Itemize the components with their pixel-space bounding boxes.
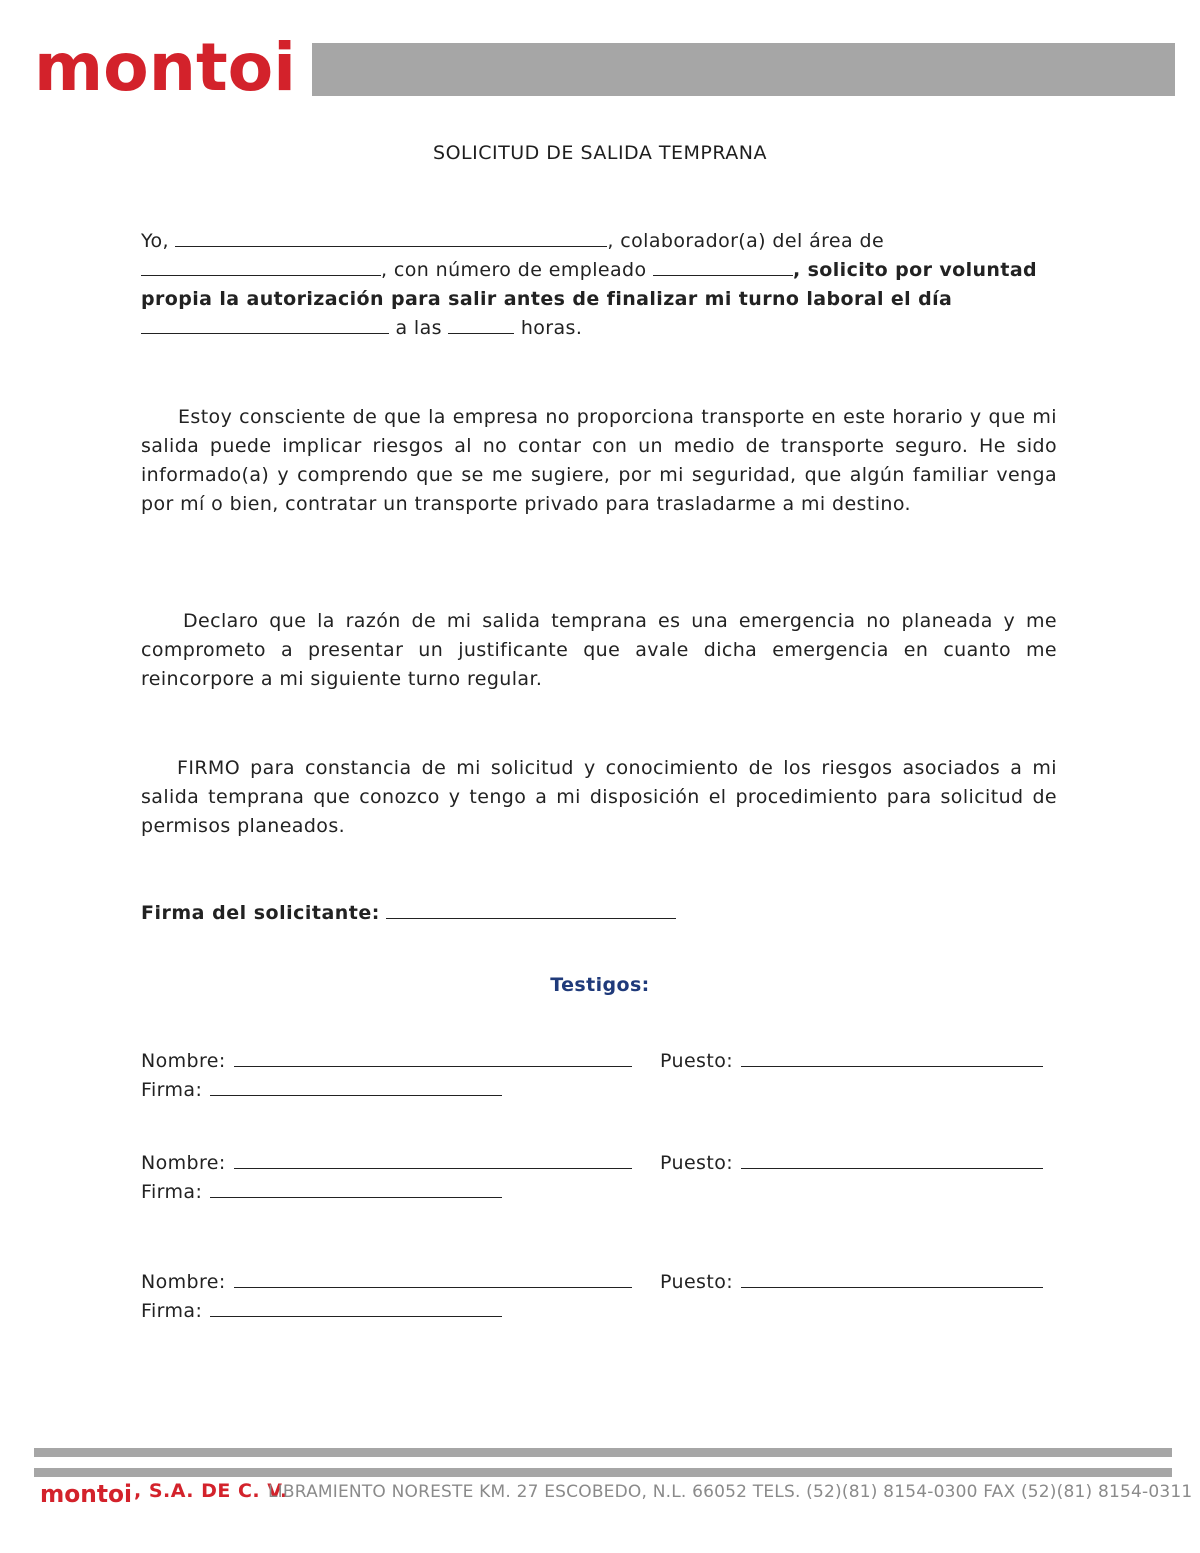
witness-2-signature-blank[interactable] [210, 1179, 502, 1198]
witness-2-position: Puesto: [660, 1149, 1043, 1178]
footer-address: LIBRAMIENTO NORESTE KM. 27 ESCOBEDO, N.L. 66052 TELS. (52)(81) 8154-0300 FAX (52)(81) 8154-0311 [268, 1482, 1193, 1502]
transport-paragraph: Estoy consciente de que la empresa no proporciona transporte en este horario y que mi salida puede implicar riesgos al no contar con un medio de transporte seguro. He sido informado(a) y comprendo que se me sugiere, por mi seguridad, que algún familiar venga por mí o bien, contratar un transporte privado para trasladarme a mi destino. [141, 406, 1057, 515]
area-blank[interactable] [141, 257, 381, 276]
footer-company: , S.A. DE C. V. [134, 1480, 288, 1502]
time-blank[interactable] [448, 315, 514, 334]
svg-text:montoi: montoi [34, 40, 296, 96]
request-paragraph: Yo, , colaborador(a) del área de , con número de empleado , solicito por voluntad propia la autorización para salir antes de finalizar mi turno laboral el día a las horas. [141, 230, 1038, 339]
footer-line-bottom [34, 1468, 1172, 1477]
witness-2-name: Nombre: [141, 1149, 632, 1178]
witness-3-position: Puesto: [660, 1268, 1043, 1297]
witness-1-position-blank[interactable] [741, 1048, 1043, 1067]
header-bar [312, 43, 1175, 96]
witness-1-position: Puesto: [660, 1047, 1043, 1076]
witness-1-name-blank[interactable] [234, 1048, 632, 1067]
witness-2-name-blank[interactable] [234, 1150, 632, 1169]
svg-text:montoi: montoi [40, 1482, 132, 1504]
applicant-signature-blank[interactable] [386, 900, 676, 919]
name-blank[interactable] [175, 228, 607, 247]
applicant-signature: Firma del solicitante: [141, 900, 676, 924]
consent-paragraph: FIRMO para constancia de mi solicitud y conocimiento de los riesgos asociados a mi salida temprana que conozco y tengo a mi disposición el procedimiento para solicitud de permisos planeados. [141, 757, 1057, 837]
date-blank[interactable] [141, 315, 389, 334]
footer-line-top [34, 1448, 1172, 1457]
footer-montoi-logo [40, 1482, 132, 1504]
witness-2-signature: Firma: [141, 1178, 502, 1207]
witness-2-position-blank[interactable] [741, 1150, 1043, 1169]
witnesses-title: Testigos: [550, 974, 650, 996]
montoi-logo [34, 40, 296, 96]
employee-number-blank[interactable] [653, 257, 793, 276]
witness-3-signature: Firma: [141, 1297, 502, 1326]
witness-1-name: Nombre: [141, 1047, 632, 1076]
document-title: SOLICITUD DE SALIDA TEMPRANA [433, 142, 767, 164]
witness-3-name-blank[interactable] [234, 1269, 632, 1288]
witness-3-signature-blank[interactable] [210, 1298, 502, 1317]
witness-1-signature-blank[interactable] [210, 1077, 502, 1096]
witness-3-position-blank[interactable] [741, 1269, 1043, 1288]
witness-3-name: Nombre: [141, 1268, 632, 1297]
witness-1-signature: Firma: [141, 1076, 502, 1105]
emergency-paragraph: Declaro que la razón de mi salida temprana es una emergencia no planeada y me comprometo a presentar un justificante que avale dicha emergencia en cuanto me reincorpore a mi siguiente turno regular. [141, 610, 1057, 690]
